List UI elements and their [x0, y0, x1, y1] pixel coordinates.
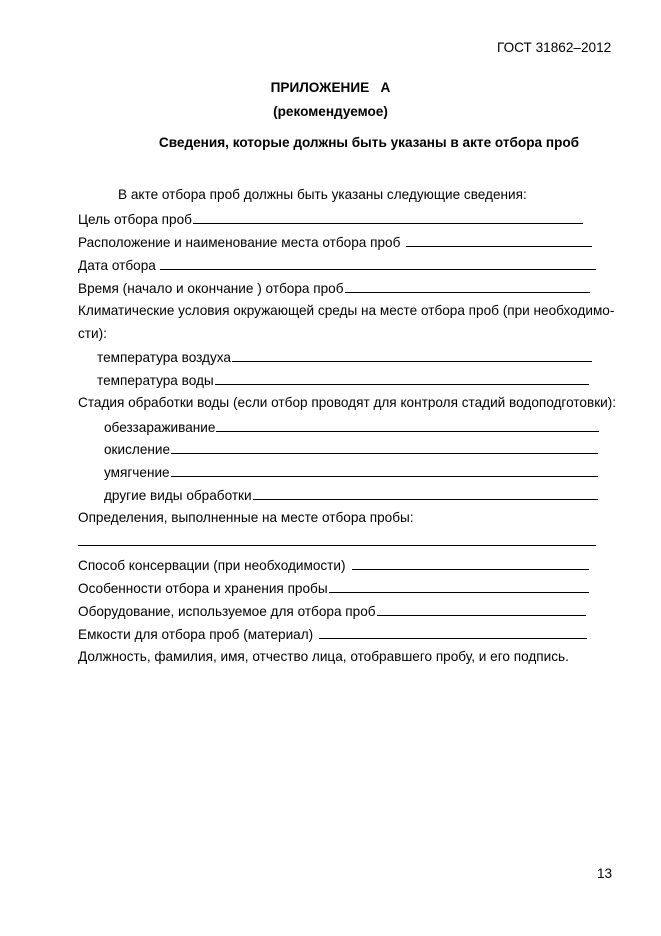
other-treatment-label: другие виды обработки	[104, 488, 252, 503]
softening-label: умягчение	[104, 465, 170, 480]
water-temp-blank	[215, 372, 589, 385]
location-blank	[406, 234, 592, 247]
storage-field	[78, 580, 589, 597]
equipment-blank	[377, 603, 586, 616]
water-temp-field	[97, 372, 589, 389]
standard-number: ГОСТ 31862–2012	[497, 40, 612, 55]
equipment-field	[78, 603, 586, 620]
date-blank	[160, 257, 596, 270]
appendix-heading: Сведения, которые должны быть указаны в акте отбора проб	[158, 135, 580, 150]
storage-label: Особенности отбора и хранения пробы	[78, 581, 328, 596]
time-field	[78, 280, 590, 297]
air-temp-label: температура воздуха	[97, 350, 231, 365]
onsite-determinations-blank	[78, 545, 596, 546]
water-temp-label: температура воды	[97, 373, 214, 388]
location-field	[78, 234, 592, 251]
oxidation-blank	[171, 441, 598, 454]
storage-blank	[329, 580, 589, 593]
climate-line-2: сти):	[78, 326, 107, 341]
page-number: 13	[597, 866, 613, 881]
purpose-blank	[193, 211, 583, 224]
oxidation-label: окисление	[104, 442, 171, 457]
disinfection-blank	[216, 419, 599, 432]
other-treatment-field	[104, 487, 598, 504]
time-label: Время (начало и окончание ) отбора проб	[78, 281, 344, 296]
other-treatment-blank	[253, 487, 598, 500]
containers-label: Емкости для отбора проб (материал)	[78, 627, 314, 642]
disinfection-label: обеззараживание	[104, 420, 216, 435]
air-temp-field	[97, 349, 592, 366]
containers-field	[78, 626, 587, 643]
preservation-label: Способ консервации (при необходимости)	[78, 558, 346, 573]
time-blank	[345, 280, 590, 293]
climate-line-1: Климатические условия окружающей среды на месте отбора проб (при необходимо-	[78, 303, 615, 318]
purpose-label: Цель отбора проб	[78, 212, 192, 227]
date-label: Дата отбора	[78, 258, 156, 273]
location-label: Расположение и наименование места отбора проб	[78, 235, 401, 250]
appendix-subtitle: (рекомендуемое)	[273, 104, 388, 119]
disinfection-field	[104, 419, 599, 436]
air-temp-blank	[232, 349, 592, 362]
softening-field	[104, 464, 598, 481]
preservation-blank	[352, 557, 589, 570]
date-field	[78, 257, 596, 274]
appendix-title: ПРИЛОЖЕНИЕ А	[270, 80, 391, 95]
containers-blank	[319, 626, 587, 639]
intro-text: В акте отбора проб должны быть указаны следующие сведения:	[118, 187, 527, 202]
purpose-field	[78, 211, 583, 228]
onsite-determinations-text: Определения, выполненные на месте отбора пробы:	[78, 510, 414, 525]
equipment-label: Оборудование, используемое для отбора проб	[78, 604, 376, 619]
preservation-field	[78, 557, 589, 574]
signature-text: Должность, фамилия, имя, отчество лица, отобравшего пробу, и его подпись.	[78, 649, 569, 664]
softening-blank	[171, 464, 598, 477]
oxidation-field	[104, 441, 598, 458]
treatment-stage-text: Стадия обработки воды (если отбор проводят для контроля стадий водоподготовки):	[78, 395, 617, 410]
